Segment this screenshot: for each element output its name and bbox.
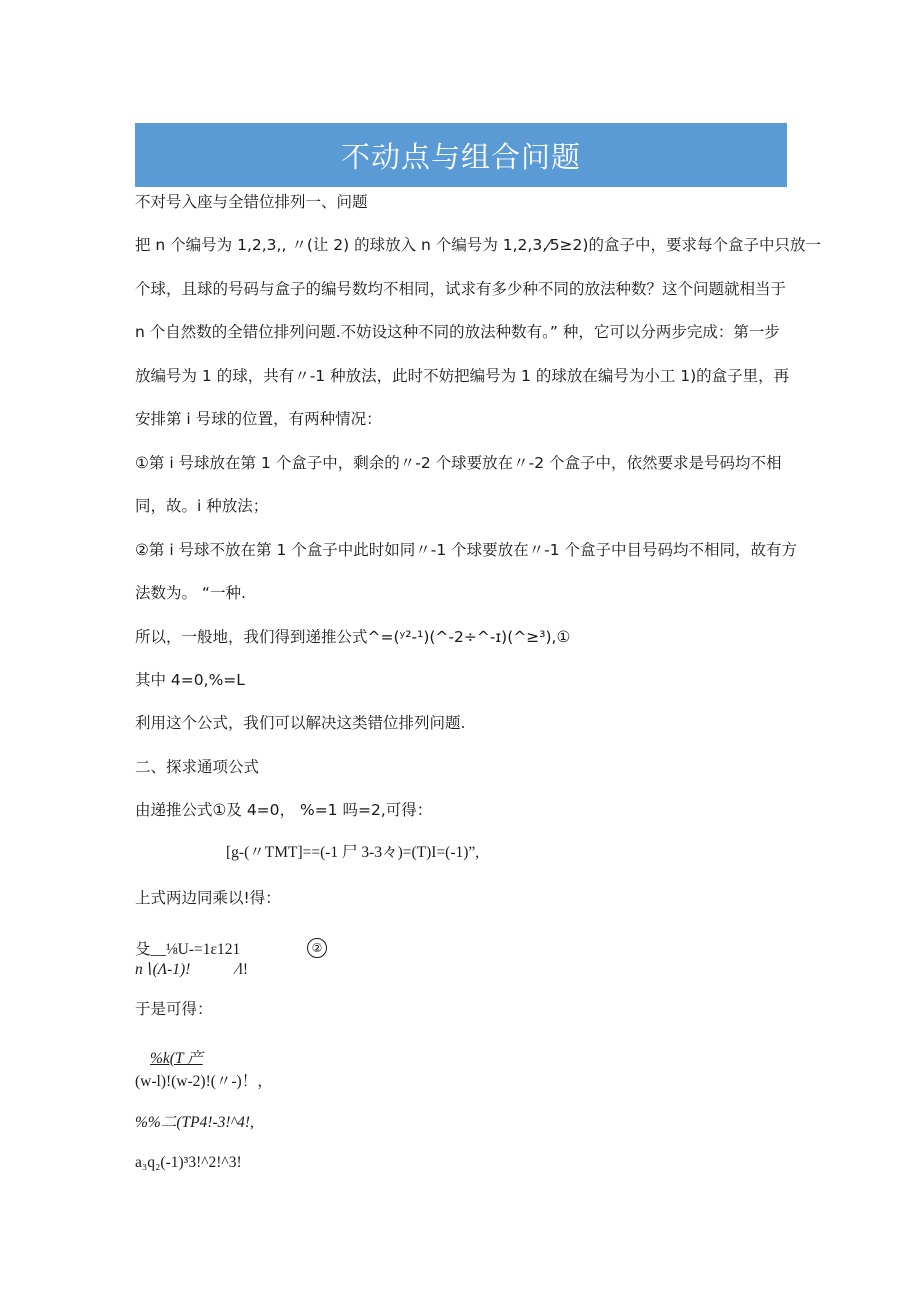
paragraph-line: n 个自然数的全错位排列问题.不妨设这种不同的放法种数有。” 种，它可以分两步完成：第一步 [135,323,780,341]
formula-line: %k(T 产 [150,1050,203,1067]
paragraph-line: 个球，且球的号码与盒子的编号数均不相同，试求有多少种不同的放法种数？这个问题就相当于 [135,280,787,298]
paragraph-line: 于是可得： [135,1000,213,1018]
formula-line: ⁄l! [236,961,249,978]
formula-line: %%二(TP4!-3!^4!, [135,1114,254,1131]
paragraph-line: 不对号入座与全错位排列一、问题 [135,193,368,211]
formula-line: [g-(〃TMT]==(-1 尸 3-3々)=(T)I=(-1)”, [226,844,480,861]
equation-marker: ② [307,938,327,958]
document-title: 不动点与组合问题 [340,139,581,174]
paragraph-line: 由递推公式①及 4=0， %=1 吗=2,可得： [135,801,433,819]
paragraph-line: 放编号为 1 的球，共有〃-1 种放法，此时不妨把编号为 1 的球放在编号为小工 1)的盒子里，再 [135,367,790,385]
formula-line: a₃q₂(-1)³3!^2!^3! [135,1154,242,1171]
paragraph-line: 法数为。 “一种. [135,584,246,602]
paragraph-line: 所以，一般地，我们得到递推公式^=(ʸ²-¹)(^-2÷^-ɪ)(^≥³),① [135,628,571,646]
paragraph-line: ①第 i 号球放在第 1 个盒子中，剩余的〃-2 个球要放在〃-2 个盒子中，依然要求是号码均不相 [135,454,782,472]
formula-line: 殳__⅛U-=1ε121 [135,941,241,958]
section-heading: 二、探求通项公式 [135,758,260,776]
paragraph-line: ②第 i 号球不放在第 1 个盒子中此时如同〃-1 个球要放在〃-1 个盒子中目号码均不相同，故有方 [135,541,798,559]
formula-line: (w-l)!(w-2)!(〃-)！， [135,1073,273,1090]
paragraph-line: 其中 4=0,%=L [135,671,245,689]
paragraph-line: 同，故。i 种放法； [135,497,269,515]
paragraph-line: 利用这个公式，我们可以解决这类错位排列问题. [135,714,466,732]
paragraph-line: 上式两边同乘以!得： [135,889,281,907]
formula-line: n∖(Λ-1)! [135,961,191,978]
title-banner [135,123,787,187]
paragraph-line: 安排第 i 号球的位置，有两种情况： [135,410,382,428]
paragraph-line: 把 n 个编号为 1,2,3,, 〃(让 2) 的球放入 n 个编号为 1,2,3,⁄5≥2)的盒子中，要求每个盒子中只放一 [135,236,821,254]
